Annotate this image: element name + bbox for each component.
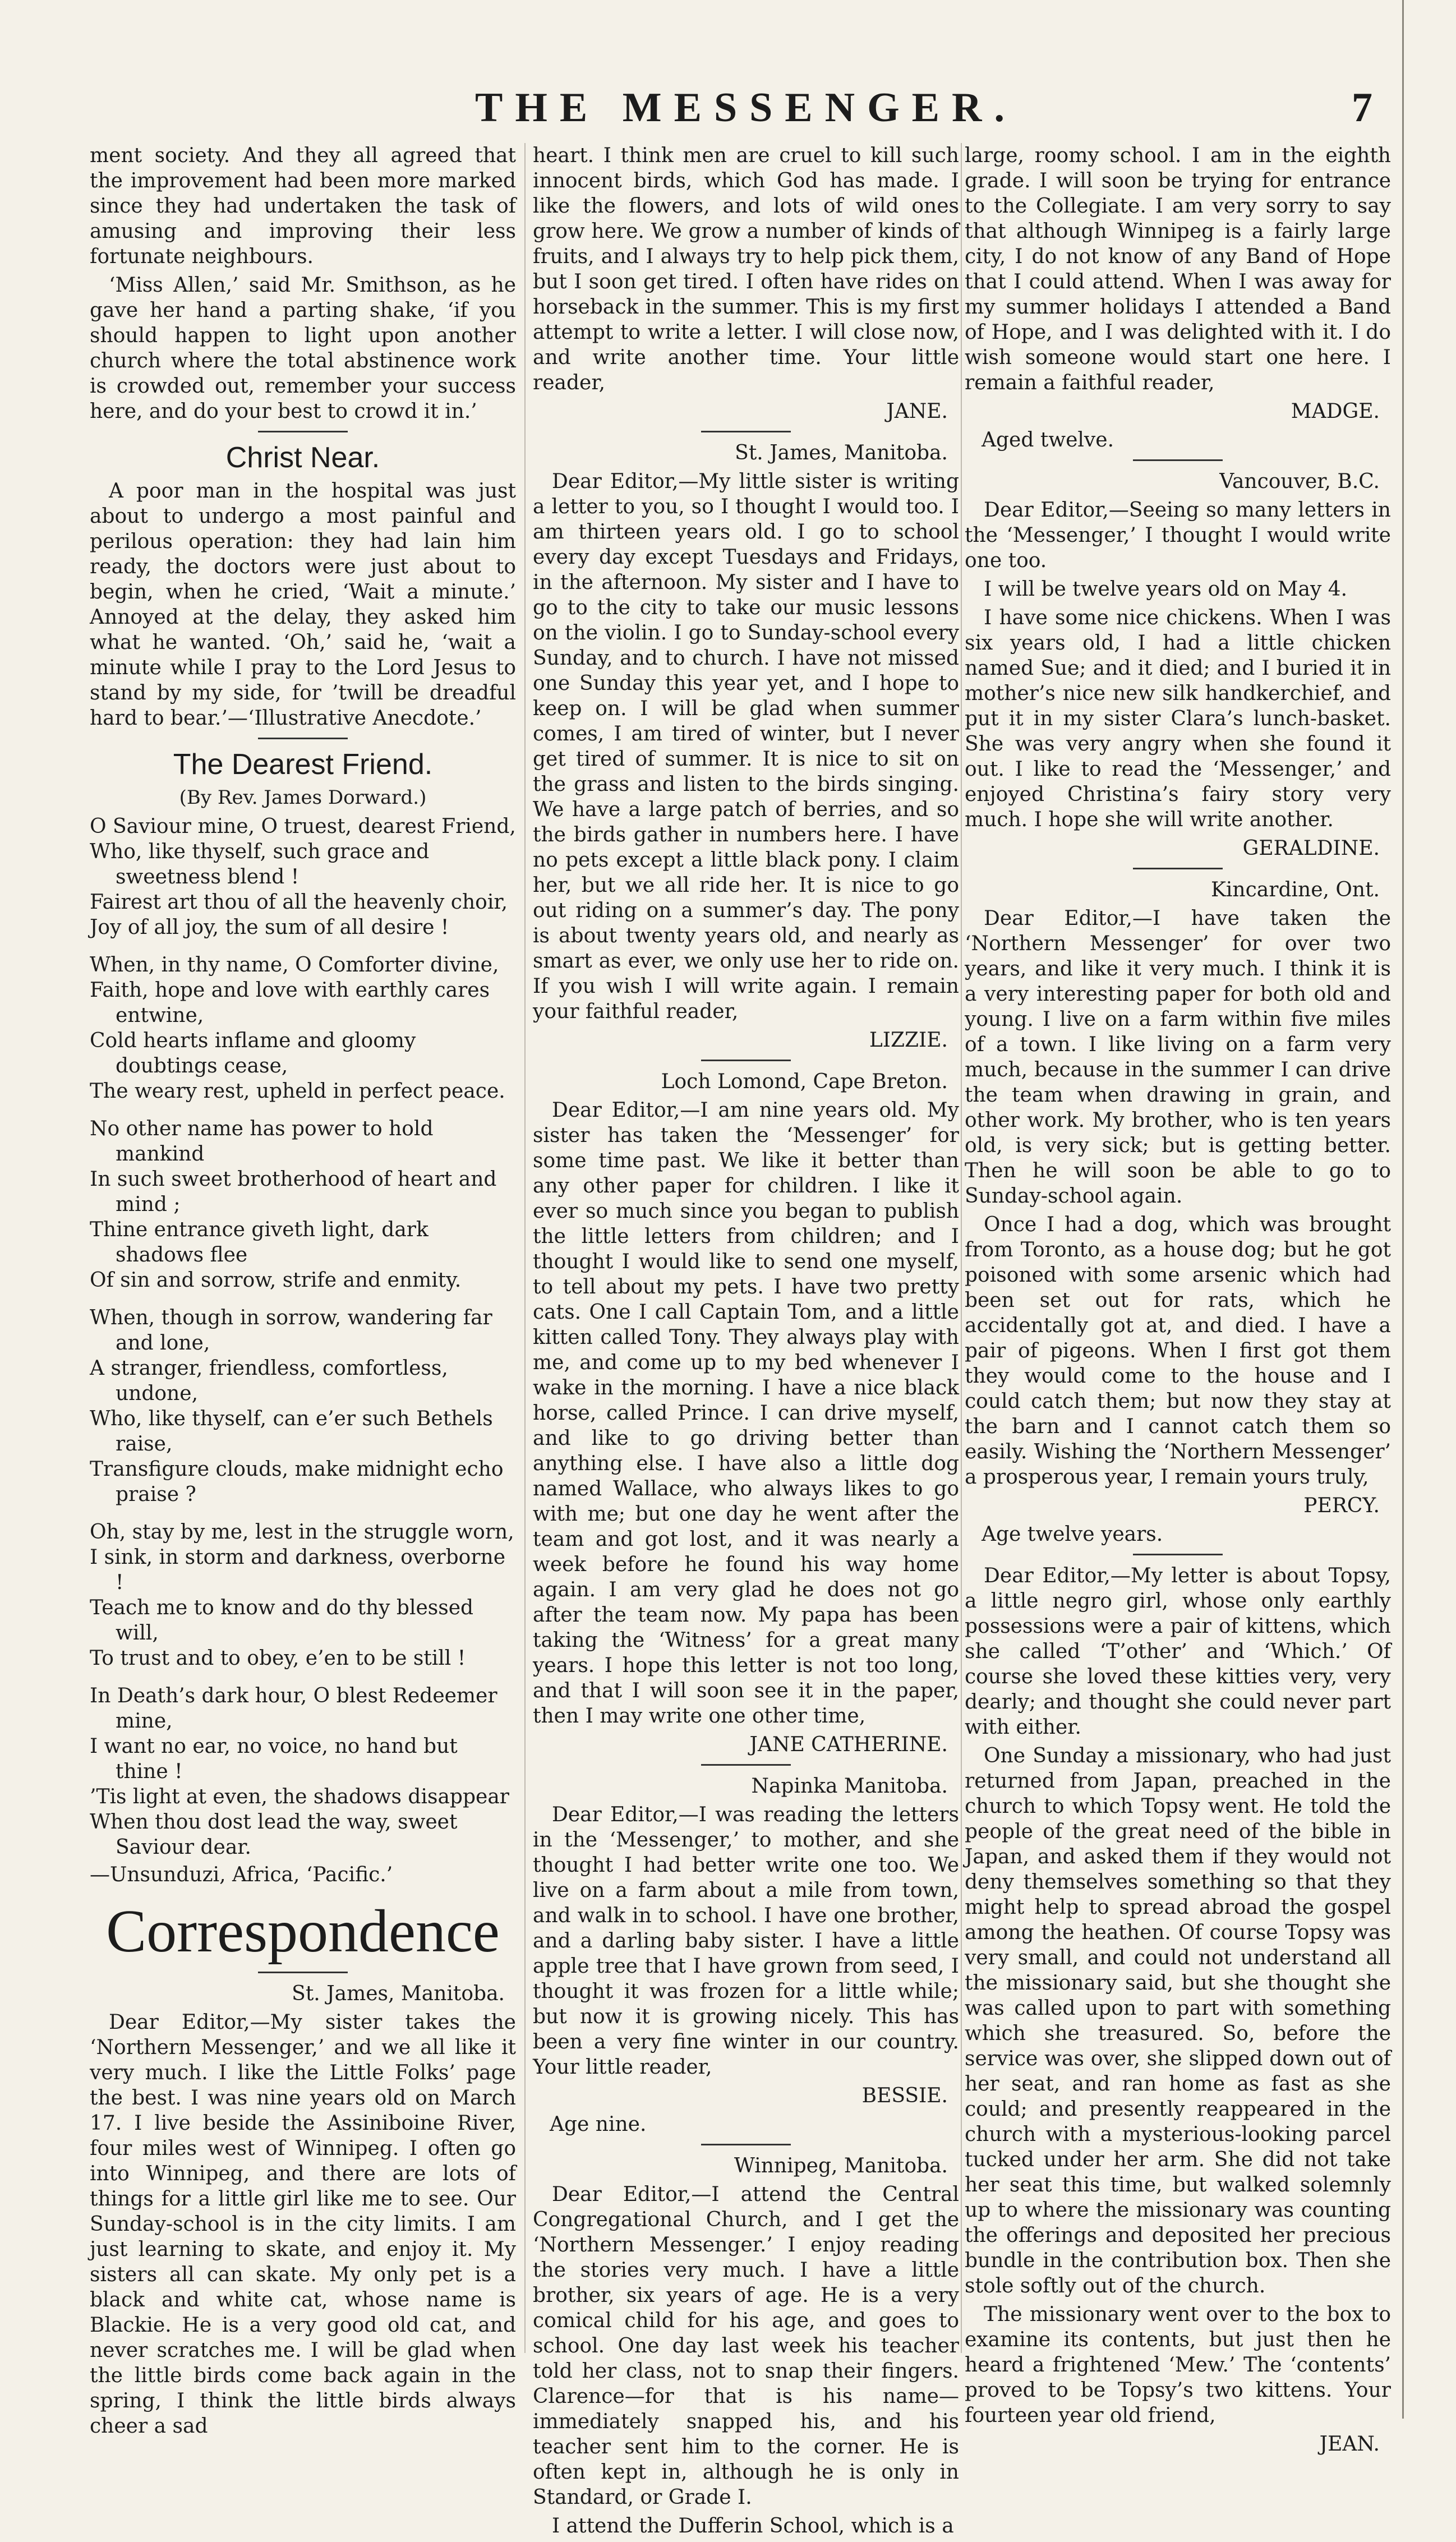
poem-line: Who, like thyself, can e’er such Bethels raise, xyxy=(90,1407,493,1456)
poem-line: Teach me to know and do thy blessed will, xyxy=(90,1596,474,1645)
poem-line: Who, like thyself, such grace and sweetness blend ! xyxy=(90,840,430,888)
poem-line: Joy of all joy, the sum of all desire ! xyxy=(90,916,449,939)
letter-signature: MADGE. xyxy=(1291,400,1380,423)
letter-age: Age twelve years. xyxy=(982,1523,1163,1546)
poem-line: A stranger, friendless, comfortless, undone, xyxy=(90,1357,448,1405)
poem-line: Transfigure clouds, make midnight echo praise ? xyxy=(90,1458,504,1506)
letter-text: The missionary went over to the box to examine its contents, but just then he heard a frightened ‘Mew.’ The ‘contents’ proved to be Topsy’s two kittens. Your fourteen year old friend, xyxy=(965,2303,1391,2427)
letter-text: Dear Editor,—Seeing so many letters in the ‘Messenger,’ I thought I would write one too. xyxy=(965,499,1391,572)
poem-heading: The Dearest Friend. xyxy=(173,748,433,781)
poem-line: To trust and to obey, e’en to be still ! xyxy=(90,1647,466,1670)
separator-rule xyxy=(258,1972,348,1973)
letter-text: Dear Editor,—My letter is about Topsy, a little negro girl, whose only earthly possessions were a pair of kittens, which she called ‘T’other’ and ‘Which.’ Of course she loved these kitties very, very dearly; and thought she could never part with either. xyxy=(965,1564,1391,1739)
poem-line: In Death’s dark hour, O blest Redeemer mine, xyxy=(90,1684,497,1733)
separator-rule xyxy=(258,431,348,432)
poem-source: —Unsunduzi, Africa, ‘Pacific.’ xyxy=(90,1863,393,1886)
poem-stanza xyxy=(90,814,516,940)
letter-text: Dear Editor,—I attend the Central Congregational Church, and I get the ‘Northern Messenger.’ I enjoy reading the stories very much. I have a little brother, six years of age. He is a very comical child for his age, and goes to school. One day last week his teacher told her class, not to snap their fingers. Clarence—for that is his name—immediately snapped his, and his teacher sent him to the corner. He is often kept in, although he is only in Standard, or Grade I. xyxy=(533,2183,959,2509)
letter-text: I have some nice chickens. When I was six years old, I had a little chicken named Sue; and it died; and I buried it in mother’s nice new silk handkerchief, and put it in my sister Clara’s lunch-basket. She was very angry when she found it out. I like to read the ‘Messenger,’ and enjoyed Christina’s fairy story very much. I hope she will write another. xyxy=(965,606,1391,831)
poem-line: When, in thy name, O Comforter divine, xyxy=(90,954,499,977)
poem-stanza xyxy=(90,952,516,1104)
letter-text: I attend the Dufferin School, which is a xyxy=(552,2515,954,2538)
letter-text: Dear Editor,—I have taken the ‘Northern Messenger’ for over two years, and like it very much. I think it is a very interesting paper for both old and young. I live on a farm within five miles of a town. I like living on a farm very much, because in the summer I can drive the team when drawing in grain, and other work. My brother, who is ten years old, is very sick; but is getting better. Then he will soon be able to go to Sunday-school again. xyxy=(965,907,1391,1208)
column-divider xyxy=(524,143,526,2353)
poem-line: I want no ear, no voice, no hand but thine ! xyxy=(90,1735,458,1783)
page-edge xyxy=(1402,0,1404,2419)
paragraph: ‘Miss Allen,’ said Mr. Smithson, as he gave her hand a parting shake, ‘if you should happen to light upon another church where the total abstinence work is crowded out, remember your success here, and do your best to crowd it in.’ xyxy=(90,274,516,423)
separator-rule xyxy=(258,738,348,739)
letter-text: Dear Editor,—I was reading the letters in the ‘Messenger,’ to mother, and she thought I had better write one too. We live on a farm about a mile from town, and walk in to school. I have one brother, and a darling baby sister. I have a little apple tree that I have grown from seed, I thought it was frozen for a little while; but now it is growing nicely. This has been a very fine winter in our country. Your little reader, xyxy=(533,1803,959,2079)
letter-place: Napinka Manitoba. xyxy=(751,1775,948,1798)
poem-line: Oh, stay by me, lest in the struggle worn, xyxy=(90,1521,514,1544)
letter-signature: JANE CATHERINE. xyxy=(749,1733,948,1756)
poem-line: When, though in sorrow, wandering far and lone, xyxy=(90,1306,492,1355)
letter-text: I will be twelve years old on May 4. xyxy=(984,578,1348,601)
separator-rule xyxy=(1133,868,1223,869)
poem-stanza xyxy=(90,1683,516,1860)
poem-line: O Saviour mine, O truest, dearest Friend, xyxy=(90,815,516,838)
poem-line: In such sweet brotherhood of heart and mind ; xyxy=(90,1168,497,1216)
poem-line: When thou dost lead the way, sweet Saviour dear. xyxy=(90,1811,458,1859)
letter-text: Once I had a dog, which was brought from Toronto, as a house dog; but he got poisoned with some arsenic which had been set out for rats, which he accidentally got at, and died. I have a pair of pigeons. When I first got them they would come to the house and I could catch them; but now they stay at the barn and I cannot catch them so easily. Wishing the ‘Northern Messenger’ a prosperous year, I remain yours truly, xyxy=(965,1213,1391,1489)
letter-place: Kincardine, Ont. xyxy=(1211,878,1380,901)
letter-place: Vancouver, B.C. xyxy=(1219,470,1380,493)
column-2 xyxy=(533,143,959,2542)
column-1 xyxy=(90,143,516,2442)
letter-signature: BESSIE. xyxy=(861,2084,948,2107)
poem-line: No other name has power to hold mankind xyxy=(90,1117,434,1166)
letter-place: St. James, Manitoba. xyxy=(735,441,948,464)
letter-text: Dear Editor,—My little sister is writing a letter to you, so I thought I would too. I am thirteen years old. I go to school every day except Tuesdays and Fridays, in the afternoon. My sister and I have to go to the city to take our music lessons on the violin. I go to Sunday-school every Sunday, and to church. I have not missed one Sunday this year yet, and I hope to keep on. I will be glad when summer comes, I am tired of winter, but I never get tired of summer. It is nice to sit on the grass and listen to the birds singing. We have a large patch of berries, and so the birds gather in numbers here. I have no pets except a little black pony. I claim her, but we all ride her. It is nice to go out riding on a summer’s day. The pony is about twenty years old, and nearly as smart as ever, we only use her to ride on. If you wish I will write again. I remain your faithful reader, xyxy=(533,470,959,1023)
letter-age: Aged twelve. xyxy=(982,429,1114,452)
masthead-title: THE MESSENGER. xyxy=(475,85,1017,131)
separator-rule xyxy=(701,2144,791,2145)
poem-line: ’Tis light at even, the shadows disappear xyxy=(90,1785,509,1808)
letter-text: Dear Editor,—I am nine years old. My sister has taken the ‘Messenger’ for some time past. We like it better than any other paper for children. I like it ever so much since you began to publish the little letters from children; and I thought I would like to send one myself, to tell about my pets. I have two pretty cats. One I call Captain Tom, and a little kitten called Tony. They always play with me, and come up to my bed whenever I wake in the morning. I have a nice black horse, called Prince. I can drive myself, and like to go driving better than anything else. I have also a little dog named Wallace, who always likes to go with me; but one day he went after the team and got lost, and it was nearly a week before he found his way home again. I am very glad he does not go after the team now. My papa has been taking the ‘Witness’ for a great many years. I hope this letter is not too long, and that I will soon see it in the paper, then I may write one other time, xyxy=(533,1099,959,1728)
poem-line: Of sin and sorrow, strife and enmity. xyxy=(90,1269,462,1292)
page-number: 7 xyxy=(1352,85,1372,131)
letter-age: Age nine. xyxy=(550,2113,647,2136)
poem-byline: (By Rev. James Dorward.) xyxy=(179,786,427,809)
letter-text: One Sunday a missionary, who had just returned from Japan, preached in the church to which Topsy went. He told the people of the great need of the bible in Japan, and asked them if they would not deny themselves something so that they might help to spread abroad the gospel among the heathen. Of course Topsy was very small, and could not understand all the missionary said, but she thought she was called upon to part with something which she treasured. So, before the service was over, she slipped down out of her seat, and ran home as fast as she could; and presently reappeared in the church with a mysterious-looking parcel tucked under her arm. She did not take her seat this time, but walked solemnly up to where the missionary was counting the offerings and deposited her precious bundle in the contribution box. Then she stole softly out of the church. xyxy=(965,1744,1391,2297)
separator-rule xyxy=(701,1060,791,1061)
column-divider xyxy=(961,143,962,2353)
column-3 xyxy=(965,143,1391,2460)
separator-rule xyxy=(701,431,791,432)
letter-signature: PERCY. xyxy=(1303,1494,1380,1517)
poem-stanza xyxy=(90,1519,516,1671)
poem-line: Cold hearts inflame and gloomy doubtings cease, xyxy=(90,1029,416,1077)
separator-rule xyxy=(701,1764,791,1766)
letter-text: Dear Editor,—My sister takes the ‘Northern Messenger,’ and we all like it very much. I like the Little Folks’ page the best. I was nine years old on March 17. I live beside the Assiniboine River, four miles west of Winnipeg. I often go into Winnipeg, and there are lots of things for a little girl like me to see. Our Sunday-school is in the city limits. I am just learning to skate, and enjoy it. My sisters all can skate. My only pet is a black and white cat, whose name is Blackie. He is a very good old cat, and never scratches me. I will be glad when the little birds come back again in the spring, I think the little birds always cheer a sad xyxy=(90,2011,516,2438)
poem-line: Fairest art thou of all the heavenly choir, xyxy=(90,891,508,914)
section-heading-correspondence: Correspondence xyxy=(106,1898,500,1965)
poem-line: Thine entrance giveth light, dark shadows flee xyxy=(90,1218,428,1267)
letter-place: St. James, Manitoba. xyxy=(292,1982,505,2005)
paragraph: ment society. And they all agreed that the improvement had been more marked since they had undertaken the task of amusing and improving their less fortunate neighbours. xyxy=(90,144,516,268)
poem-line: Faith, hope and love with earthly cares entwine, xyxy=(90,979,490,1027)
poem-stanza xyxy=(90,1116,516,1293)
poem-stanza xyxy=(90,1305,516,1507)
letter-signature: LIZZIE. xyxy=(869,1029,948,1052)
letter-place: Winnipeg, Manitoba. xyxy=(734,2154,948,2177)
letter-text: heart. I think men are cruel to kill such innocent birds, which God has made. I like the flowers, and lots of wild ones grow here. We grow a number of kinds of fruits, and I always try to help pick them, but I soon get tired. I often have rides on horseback in the summer. This is my first attempt to write a letter. I will close now, and write another time. Your little reader, xyxy=(533,144,959,394)
letter-signature: JANE. xyxy=(886,400,948,423)
letter-place: Loch Lomond, Cape Breton. xyxy=(661,1070,948,1093)
article-heading: Christ Near. xyxy=(225,441,380,474)
separator-rule xyxy=(1133,459,1223,461)
poem-line: The weary rest, upheld in perfect peace. xyxy=(90,1080,505,1103)
separator-rule xyxy=(1133,1554,1223,1555)
letter-text: large, roomy school. I am in the eighth grade. I will soon be trying for entrance to the Collegiate. I am very sorry to say that although Winnipeg is a fairly large city, I do not know of any Band of Hope that I could attend. When I was away for my summer holidays I attended a Band of Hope, and I was delighted with it. I do wish someone would start one here. I remain a faithful reader, xyxy=(965,144,1391,394)
poem-line: I sink, in storm and darkness, overborne ! xyxy=(90,1546,506,1594)
letter-signature: JEAN. xyxy=(1319,2433,1380,2456)
letter-signature: GERALDINE. xyxy=(1242,837,1380,860)
paragraph: A poor man in the hospital was just about to undergo a most painful and perilous operation: they had lain him ready, the doctors were just about to begin, when he cried, ‘Wait a minute.’ Annoyed at the delay, they asked him what he wanted. ‘Oh,’ said he, ‘wait a minute while I pray to the Lord Jesus to stand by my side, for ’twill be dreadful hard to bear.’—‘Illustrative Anecdote.’ xyxy=(90,480,516,730)
